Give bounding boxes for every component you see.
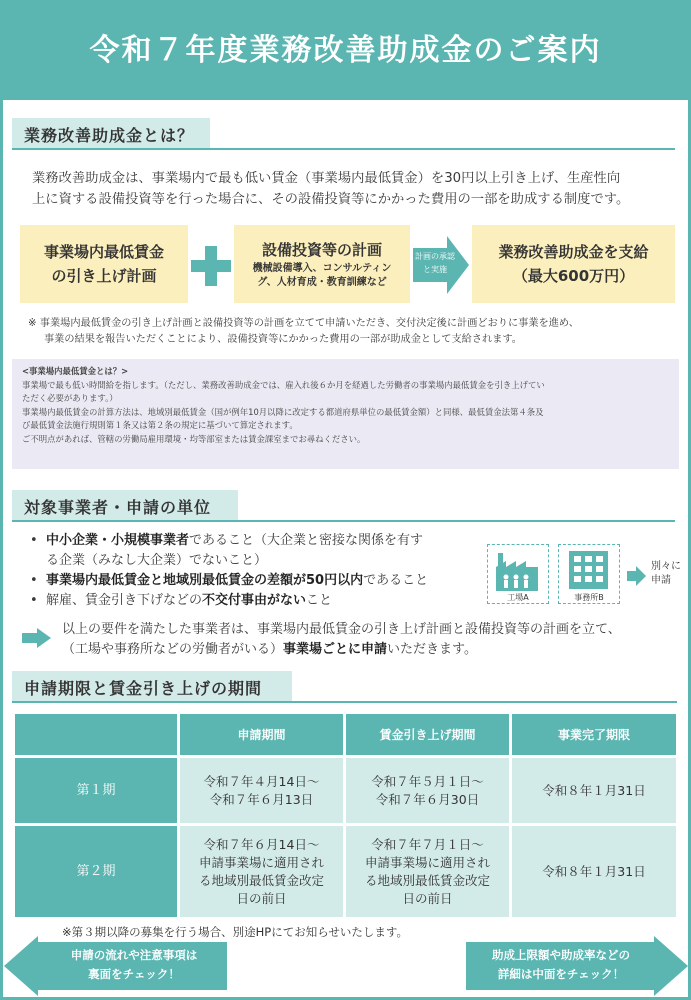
raise-period-cell <box>345 825 511 919</box>
flow-arrow-icon <box>413 236 469 294</box>
application-unit-line: 以上の要件を満たした事業者は、事業場内最低賃金の引き上げ計画と設備投資等の計画を立て、 <box>62 622 621 637</box>
header-raise-period: 賃金引き上げ期間 <box>345 713 511 757</box>
table-corner <box>14 713 179 757</box>
min-wage-note-line: 事業場で最も低い時間給を指します。（ただし、業務改善助成金では、雇入れ後６か月を経過した労働者の事業場内最低賃金を引き上げてい <box>22 379 545 390</box>
min-wage-note-line: び最低賃金法施行規則第１条又は第２条の規定に基づいて算定されます。 <box>22 420 298 431</box>
arrow-right-icon <box>22 628 52 648</box>
about-note-line: 事業の結果を報告いただくことにより、設備投資等にかかった費用の一部が助成金として支給されます。 <box>44 334 522 345</box>
application-unit-text <box>62 620 682 660</box>
eligibility-text: であること <box>363 573 429 588</box>
middle-page-arrow[interactable] <box>462 936 688 996</box>
investment-plan-title: 設備投資等の計画 <box>261 241 382 259</box>
investment-plan-sub: 機械設備導入、コンサルティン <box>252 263 392 274</box>
grant-line: （最大600万円） <box>512 267 635 285</box>
eligibility-list <box>28 531 468 611</box>
back-page-label <box>44 946 224 984</box>
min-wage-note-line: 事業場内最低賃金の計算方法は、地域別最低賃金（国が例年10月以降に改定する都道府県単位の最低賃金額）と同様、最低賃金法第４条及 <box>22 406 544 417</box>
investment-plan-box <box>234 225 410 303</box>
cell-line: 令和７年６月14日～ <box>203 836 320 852</box>
header-apply-period: 申請期間 <box>179 713 345 757</box>
table-row <box>14 825 678 919</box>
page-title: 令和７年度業務改善助成金のご案内 <box>89 33 602 68</box>
back-page-line: 裏面をチェック！ <box>88 967 180 981</box>
about-note <box>28 316 683 348</box>
min-wage-note-line: ただく必要があります。） <box>22 393 118 404</box>
apply-period-cell <box>179 825 345 919</box>
application-unit-line: （工場や事務所などの労働者がいる） <box>62 642 284 657</box>
eligibility-text: る企業（みなし大企業）でないこと） <box>46 553 268 568</box>
wage-plan-line: 事業場内最低賃金 <box>43 243 164 261</box>
cell-line: 日の前日 <box>236 890 287 906</box>
eligibility-bold: 不交付事由がない <box>202 593 307 608</box>
section-title-about: 業務改善助成金とは？ <box>12 118 210 150</box>
cell-line: 申請事業場に適用され <box>198 854 324 870</box>
separate-apply-line: 別々に <box>651 561 681 572</box>
arrow-right-icon <box>627 566 647 586</box>
cell-line: 令和７年７月１日～ <box>371 836 484 852</box>
wage-plan-line: の引き上げ計画 <box>51 267 157 285</box>
list-item <box>28 591 468 611</box>
flow-arrow-label: 計画の承認と実施 <box>415 252 455 274</box>
factory-label: 工場A <box>507 593 529 602</box>
separate-apply-line: 申請 <box>651 575 671 586</box>
list-item <box>28 571 468 591</box>
middle-page-line: 助成上限額や助成率などの <box>492 948 630 962</box>
deadline-cell: 令和８年１月31日 <box>511 825 678 919</box>
middle-page-line: 詳細は中面をチェック！ <box>497 967 625 981</box>
about-description-line: 上に資する設備投資等を行った場合に、その設備投資等にかかった費用の一部を助成する制度です。 <box>32 192 630 207</box>
about-note-line: ※ 事業場内最低賃金の引き上げ計画と設備投資等の計画を立てて申請いただき、交付決定後に計画どおりに事業を進め、 <box>28 318 579 329</box>
about-description <box>32 168 682 210</box>
grant-line: 業務改善助成金を支給 <box>498 243 649 261</box>
about-description-line: 業務改善助成金は、事業場内で最も低い賃金（事業場内最低賃金）を30円以上引き上げ、生産性向 <box>32 171 621 186</box>
cell-line: 令和７年６月13日 <box>209 791 314 807</box>
investment-plan-sub: グ、人材育成・教育訓練など <box>257 277 387 288</box>
min-wage-note-line: ご不明点があれば、管轄の労働局雇用環境・均等部室または賃金課室までお尋ねください。 <box>22 433 366 444</box>
wage-plan-box <box>20 225 188 303</box>
cell-line: る地域別最低賃金改定 <box>364 872 490 888</box>
section-title-periods: 申請期限と賃金引き上げの期間 <box>12 671 292 703</box>
deadline-cell: 令和８年１月31日 <box>511 757 678 825</box>
cell-line: 令和７年４月14日～ <box>203 773 320 789</box>
eligibility-text: こと <box>306 593 333 608</box>
separate-apply-note <box>651 560 681 588</box>
min-wage-note-box <box>12 359 679 469</box>
list-item <box>28 531 468 551</box>
row-label: 第２期 <box>14 825 179 919</box>
cell-line: 申請事業場に適用され <box>364 854 490 870</box>
eligibility-bold: 中小企業・小規模事業者 <box>46 533 190 548</box>
middle-page-label <box>466 946 656 984</box>
table-header-row <box>14 713 678 757</box>
cell-line: 日の前日 <box>402 890 453 906</box>
header-completion-deadline: 事業完了期限 <box>511 713 678 757</box>
eligibility-bold: 事業場内最低賃金と地域別最低賃金の差額が50円以内 <box>46 573 364 588</box>
cell-line: る地域別最低賃金改定 <box>198 872 324 888</box>
office-label: 事務所B <box>574 593 604 602</box>
table-row <box>14 757 678 825</box>
grant-box <box>472 225 675 303</box>
raise-period-cell <box>345 757 511 825</box>
row-label: 第１期 <box>14 757 179 825</box>
application-unit-bold: 事業場ごとに申請 <box>283 642 388 657</box>
min-wage-note-title: <事業場内最低賃金とは？> <box>22 366 129 376</box>
cell-line: 令和７年６月30日 <box>375 791 480 807</box>
period-footnote: ※第３期以降の募集を行う場合、別途HPにてお知らせいたします。 <box>62 925 408 939</box>
section-title-eligibility: 対象事業者・申請の単位 <box>12 490 238 522</box>
cell-line: 令和７年５月１日～ <box>371 773 484 789</box>
eligibility-text: であること（大企業と密接な関係を有す <box>189 533 424 548</box>
back-page-arrow[interactable] <box>4 936 230 996</box>
page-header <box>0 0 691 100</box>
apply-period-cell <box>179 757 345 825</box>
plus-icon <box>191 246 231 286</box>
period-table <box>12 711 679 920</box>
back-page-line: 申請の流れや注意事項は <box>70 948 198 962</box>
eligibility-text: 解雇、賃金引き下げなどの <box>46 593 203 608</box>
application-unit-line: いただきます。 <box>387 642 477 657</box>
